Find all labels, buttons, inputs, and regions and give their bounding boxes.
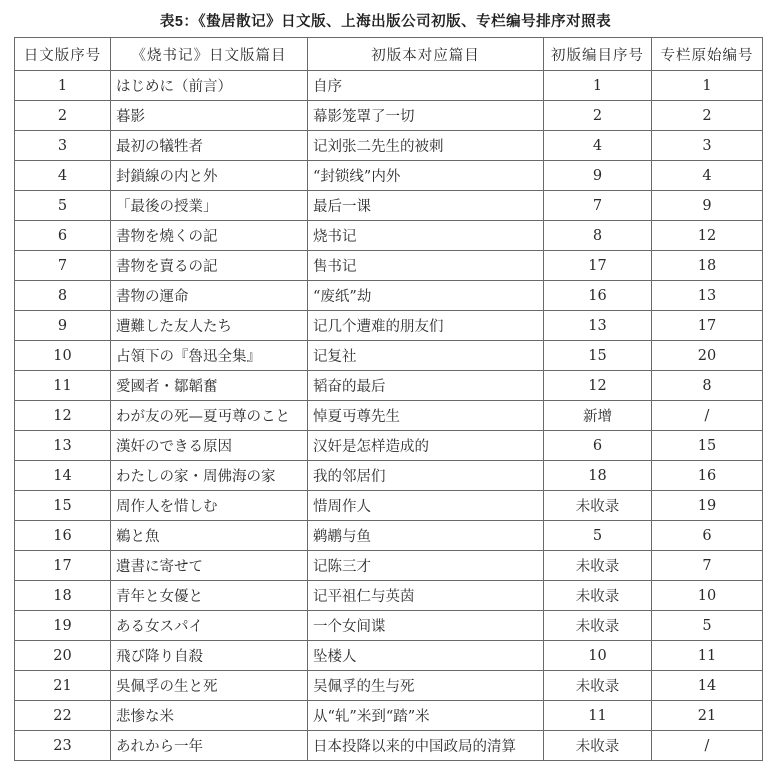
table-cell: 13 bbox=[652, 281, 763, 311]
column-header: 专栏原始编号 bbox=[652, 38, 763, 71]
table-cell: 17 bbox=[544, 251, 652, 281]
table-cell: 记平祖仁与英茵 bbox=[308, 581, 544, 611]
table-cell: 封鎖線の内と外 bbox=[111, 161, 308, 191]
table-cell: 鵜と魚 bbox=[111, 521, 308, 551]
table-cell: 售书记 bbox=[308, 251, 544, 281]
table-cell: 记几个遭难的朋友们 bbox=[308, 311, 544, 341]
table-cell: 10 bbox=[544, 641, 652, 671]
table-cell: / bbox=[652, 401, 763, 431]
table-body bbox=[15, 71, 763, 761]
table-row bbox=[15, 461, 763, 491]
table-cell: 我的邻居们 bbox=[308, 461, 544, 491]
table-cell: 韬奋的最后 bbox=[308, 371, 544, 401]
table-cell: 汉奸是怎样造成的 bbox=[308, 431, 544, 461]
table-cell: 悲惨な米 bbox=[111, 701, 308, 731]
table-cell: 19 bbox=[652, 491, 763, 521]
table-cell: 新增 bbox=[544, 401, 652, 431]
table-cell: 5 bbox=[15, 191, 111, 221]
table-cell: 未收录 bbox=[544, 551, 652, 581]
table-cell: 4 bbox=[15, 161, 111, 191]
header-row bbox=[15, 38, 763, 71]
table-row bbox=[15, 311, 763, 341]
table-row bbox=[15, 551, 763, 581]
table-cell: 吳佩孚の生と死 bbox=[111, 671, 308, 701]
table-cell: 2 bbox=[15, 101, 111, 131]
table-cell: 记刘张二先生的被刺 bbox=[308, 131, 544, 161]
table-cell: 18 bbox=[544, 461, 652, 491]
table-cell: 漢奸のできる原因 bbox=[111, 431, 308, 461]
table-cell: はじめに（前言） bbox=[111, 71, 308, 101]
table-cell: 周作人を惜しむ bbox=[111, 491, 308, 521]
table-cell: 记陈三才 bbox=[308, 551, 544, 581]
table-row bbox=[15, 161, 763, 191]
table-cell: 16 bbox=[544, 281, 652, 311]
table-row bbox=[15, 281, 763, 311]
table-cell: 15 bbox=[15, 491, 111, 521]
table-cell: 4 bbox=[544, 131, 652, 161]
table-cell: 15 bbox=[652, 431, 763, 461]
table-cell: 未收录 bbox=[544, 731, 652, 761]
table-cell: 21 bbox=[652, 701, 763, 731]
table-cell: 未收录 bbox=[544, 611, 652, 641]
table-title: 表5：《蛰居散记》日文版、上海出版公司初版、专栏编号排序对照表 bbox=[159, 14, 612, 30]
table-cell: 18 bbox=[652, 251, 763, 281]
table-cell: 7 bbox=[15, 251, 111, 281]
table-cell: 22 bbox=[15, 701, 111, 731]
table-cell: 6 bbox=[15, 221, 111, 251]
table-cell: 惜周作人 bbox=[308, 491, 544, 521]
table-cell: 自序 bbox=[308, 71, 544, 101]
table-cell: 13 bbox=[15, 431, 111, 461]
table-cell: 11 bbox=[544, 701, 652, 731]
table-cell: 占領下の『魯迅全集』 bbox=[111, 341, 308, 371]
table-cell: 20 bbox=[652, 341, 763, 371]
table-row bbox=[15, 731, 763, 761]
table-cell: 9 bbox=[544, 161, 652, 191]
table-cell: 5 bbox=[544, 521, 652, 551]
table-cell: / bbox=[652, 731, 763, 761]
table-cell: 吴佩孚的生与死 bbox=[308, 671, 544, 701]
table-cell: 19 bbox=[15, 611, 111, 641]
table-row bbox=[15, 221, 763, 251]
table-cell: 一个女间谍 bbox=[308, 611, 544, 641]
table-cell: 14 bbox=[15, 461, 111, 491]
table-cell: 11 bbox=[652, 641, 763, 671]
table-cell: 鹈鹕与鱼 bbox=[308, 521, 544, 551]
table-cell: 飛び降り自殺 bbox=[111, 641, 308, 671]
table-row bbox=[15, 101, 763, 131]
table-cell: 17 bbox=[652, 311, 763, 341]
table-cell: 書物の運命 bbox=[111, 281, 308, 311]
table-row bbox=[15, 701, 763, 731]
table-cell: わが友の死—夏丏尊のこと bbox=[111, 401, 308, 431]
table-cell: 9 bbox=[15, 311, 111, 341]
table-cell: 10 bbox=[15, 341, 111, 371]
table-cell: 12 bbox=[652, 221, 763, 251]
table-cell: 日本投降以来的中国政局的清算 bbox=[308, 731, 544, 761]
table-cell: 幕影笼罩了一切 bbox=[308, 101, 544, 131]
table-cell: 3 bbox=[652, 131, 763, 161]
table-cell: 18 bbox=[15, 581, 111, 611]
table-cell: 書物を燒くの記 bbox=[111, 221, 308, 251]
table-cell: 12 bbox=[15, 401, 111, 431]
table-row bbox=[15, 251, 763, 281]
table-cell: 9 bbox=[652, 191, 763, 221]
table-cell: 1 bbox=[15, 71, 111, 101]
table-cell: わたしの家・周佛海の家 bbox=[111, 461, 308, 491]
table-row bbox=[15, 371, 763, 401]
table-cell: 10 bbox=[652, 581, 763, 611]
table-cell: 23 bbox=[15, 731, 111, 761]
table-row bbox=[15, 581, 763, 611]
table-cell: 17 bbox=[15, 551, 111, 581]
table-row bbox=[15, 641, 763, 671]
table-cell: 8 bbox=[652, 371, 763, 401]
table-cell: 记复社 bbox=[308, 341, 544, 371]
table-cell: 6 bbox=[544, 431, 652, 461]
table-cell: 13 bbox=[544, 311, 652, 341]
table-cell: 愛國者・鄒韜奮 bbox=[111, 371, 308, 401]
table-cell: 16 bbox=[652, 461, 763, 491]
table-cell: 7 bbox=[544, 191, 652, 221]
table-cell: 8 bbox=[15, 281, 111, 311]
table-cell: 7 bbox=[652, 551, 763, 581]
table-row bbox=[15, 671, 763, 701]
table-row bbox=[15, 191, 763, 221]
table-cell: 从“轧”米到“踏”米 bbox=[308, 701, 544, 731]
table-cell: “废纸”劫 bbox=[308, 281, 544, 311]
table-cell: 暮影 bbox=[111, 101, 308, 131]
table-row bbox=[15, 491, 763, 521]
table-row bbox=[15, 521, 763, 551]
table-cell: 未收录 bbox=[544, 491, 652, 521]
table-cell: 悼夏丏尊先生 bbox=[308, 401, 544, 431]
table-cell: 4 bbox=[652, 161, 763, 191]
table-cell: ある女スパイ bbox=[111, 611, 308, 641]
table-cell: あれから一年 bbox=[111, 731, 308, 761]
table-cell: 遭難した友人たち bbox=[111, 311, 308, 341]
table-cell: 12 bbox=[544, 371, 652, 401]
table-cell: 15 bbox=[544, 341, 652, 371]
table-cell: 青年と女優と bbox=[111, 581, 308, 611]
table-cell: 8 bbox=[544, 221, 652, 251]
table-cell: 5 bbox=[652, 611, 763, 641]
table-cell: 6 bbox=[652, 521, 763, 551]
table-cell: 11 bbox=[15, 371, 111, 401]
table-row bbox=[15, 431, 763, 461]
table-row bbox=[15, 401, 763, 431]
table-cell: 14 bbox=[652, 671, 763, 701]
table-cell: 坠楼人 bbox=[308, 641, 544, 671]
table-cell: 最后一课 bbox=[308, 191, 544, 221]
table-cell: 未收录 bbox=[544, 671, 652, 701]
table-cell: 烧书记 bbox=[308, 221, 544, 251]
table-cell: “封锁线”内外 bbox=[308, 161, 544, 191]
comparison-table bbox=[14, 37, 763, 761]
table-row bbox=[15, 71, 763, 101]
table-row bbox=[15, 341, 763, 371]
table-cell: 書物を賣るの記 bbox=[111, 251, 308, 281]
table-row bbox=[15, 131, 763, 161]
table-cell: 3 bbox=[15, 131, 111, 161]
table-cell: 最初の犠牲者 bbox=[111, 131, 308, 161]
table-cell: 1 bbox=[652, 71, 763, 101]
table-cell: 遺書に寄せて bbox=[111, 551, 308, 581]
column-header: 初版编目序号 bbox=[544, 38, 652, 71]
column-header: 《烧书记》日文版篇目 bbox=[111, 38, 308, 71]
table-cell: 21 bbox=[15, 671, 111, 701]
column-header: 日文版序号 bbox=[15, 38, 111, 71]
table-row bbox=[15, 611, 763, 641]
table-cell: 「最後の授業」 bbox=[111, 191, 308, 221]
table-cell: 20 bbox=[15, 641, 111, 671]
table-cell: 2 bbox=[652, 101, 763, 131]
table-cell: 1 bbox=[544, 71, 652, 101]
table-cell: 2 bbox=[544, 101, 652, 131]
table-cell: 16 bbox=[15, 521, 111, 551]
table-cell: 未收录 bbox=[544, 581, 652, 611]
column-header: 初版本对应篇目 bbox=[308, 38, 544, 71]
